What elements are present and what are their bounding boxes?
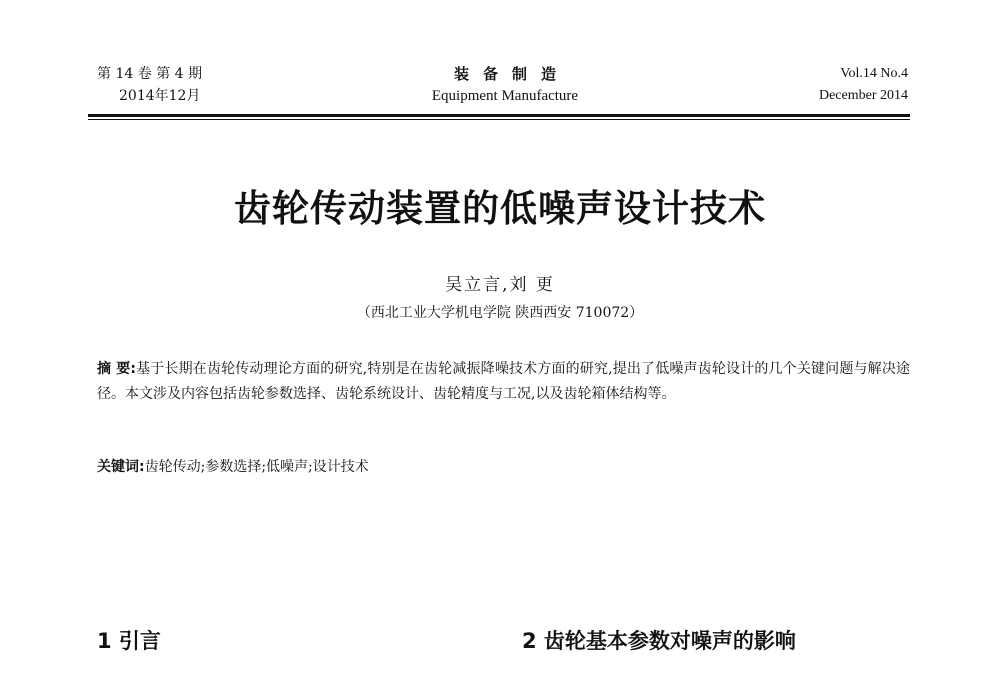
keywords-label: 关键词: — [97, 459, 145, 475]
header-rule-thick — [88, 114, 910, 117]
abstract-text: 基于长期在齿轮传动理论方面的研究,特别是在齿轮减振降噪技术方面的研究,提出了低噪声齿轮设计的几个关键问题与解决途径。本文涉及内容包括齿轮参数选择、齿轮系统设计、齿轮精度与工况,以及齿轮箱体结构等。 — [97, 361, 910, 402]
journal-name — [400, 63, 610, 107]
header-volume-info-en — [790, 63, 908, 107]
abstract — [97, 357, 910, 407]
keywords-text: 齿轮传动;参数选择;低噪声;设计技术 — [144, 459, 369, 475]
article-title: 齿轮传动装置的低噪声设计技术 — [234, 187, 766, 230]
journal-name-en: Equipment Manufacture — [431, 88, 579, 104]
issue-date: 2014年12月 — [119, 88, 201, 104]
volume-issue-en: Vol.14 No.4 — [840, 66, 908, 81]
journal-name-cn: 装备制造 — [453, 65, 570, 83]
article-affiliation: （西北工业大学机电学院 陕西西安 710072） — [356, 305, 644, 321]
volume-issue: 第 14 卷 第 4 期 — [97, 66, 202, 82]
article-authors: 吴立言,刘 更 — [445, 275, 555, 295]
section-heading-introduction: 1 引言 — [97, 629, 161, 653]
section-heading-gear-parameters: 2 齿轮基本参数对噪声的影响 — [522, 629, 796, 653]
header-issue-info — [97, 63, 202, 107]
issue-date-en: December 2014 — [818, 88, 908, 103]
header-rule-thin — [88, 119, 910, 120]
abstract-label: 摘 要: — [97, 361, 136, 377]
keywords — [97, 456, 369, 476]
